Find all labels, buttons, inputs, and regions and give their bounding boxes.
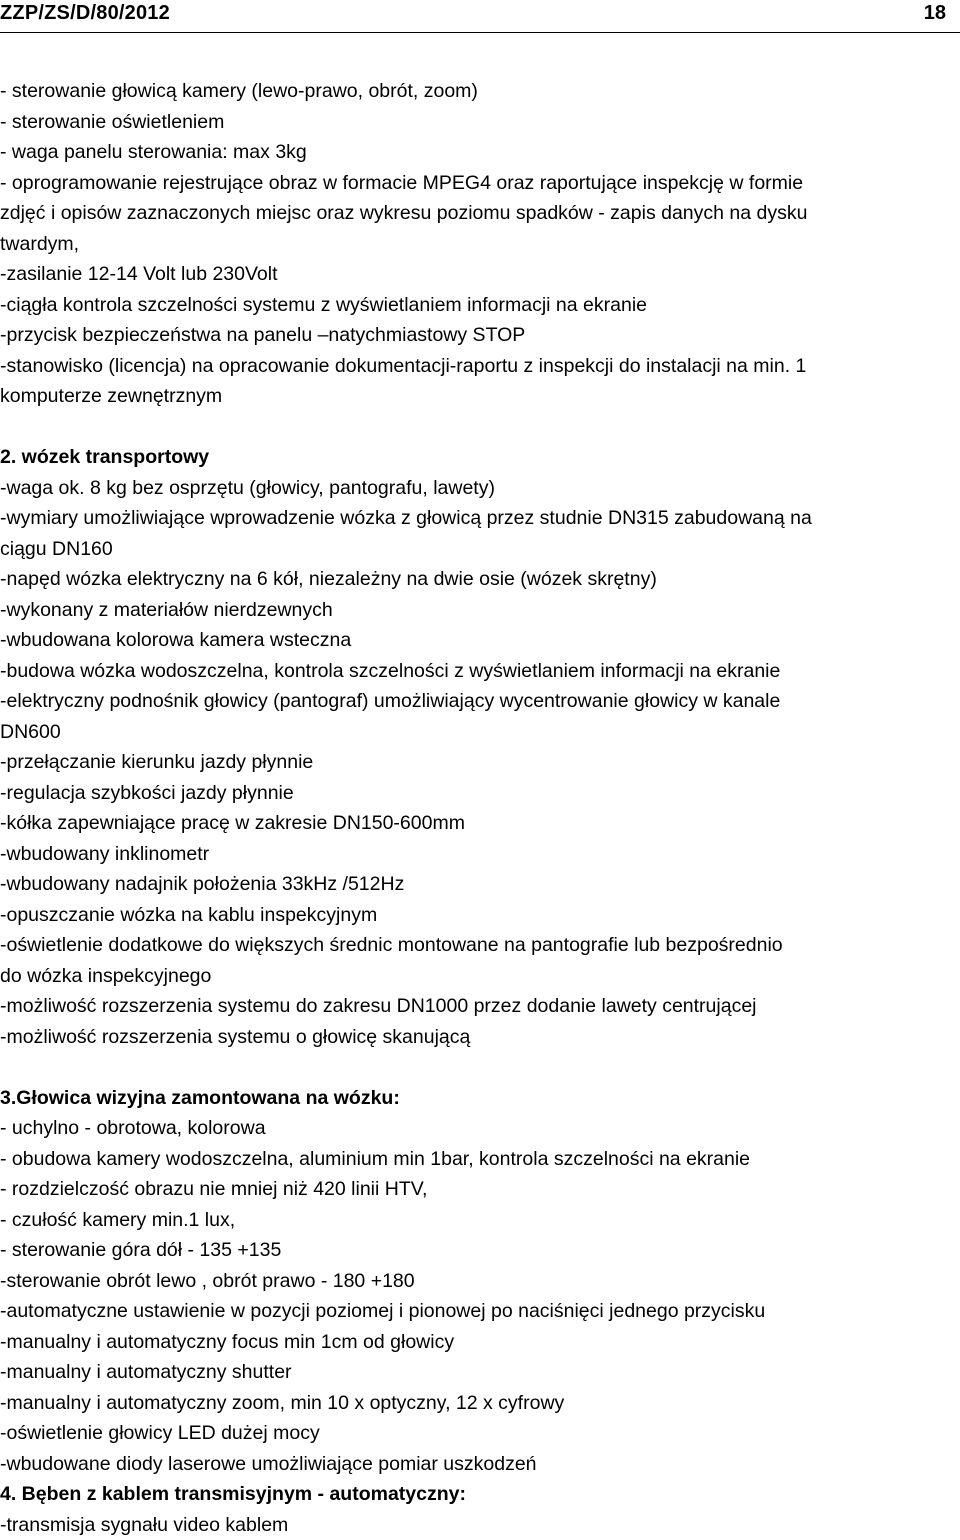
- section-4: [0, 1479, 958, 1540]
- list-item: - czułość kamery min.1 lux,: [0, 1208, 236, 1231]
- document-body: [0, 76, 958, 1540]
- list-item: do wózka inspekcyjnego: [0, 964, 212, 987]
- list-item: -oświetlenie głowicy LED dużej mocy: [0, 1422, 320, 1444]
- section-heading: 2. wózek transportowy: [0, 446, 210, 468]
- list-item: -zasilanie 12-14 Volt lub 230Volt: [0, 263, 278, 285]
- list-item: -budowa wózka wodoszczelna, kontrola szczelności z wyświetlaniem informacji na ekranie: [0, 659, 781, 682]
- list-item: -wbudowany inklinometr: [0, 842, 210, 865]
- header-divider: [0, 32, 960, 33]
- list-item: -opuszczanie wózka na kablu inspekcyjnym: [0, 903, 378, 926]
- list-item: DN600: [0, 720, 61, 743]
- section-2: [0, 442, 958, 1052]
- list-item: -manualny i automatyczny shutter: [0, 1361, 292, 1383]
- page-header: [0, 0, 960, 30]
- list-item: -ciągła kontrola szczelności systemu z wyświetlaniem informacji na ekranie: [0, 293, 647, 316]
- list-item: -wymiary umożliwiające wprowadzenie wózka z głowicą przez studnie DN315 zabudowaną na: [0, 507, 812, 529]
- section-heading: 3.Głowica wizyjna zamontowana na wózku:: [0, 1086, 400, 1109]
- list-item: - rozdzielczość obrazu nie mniej niż 420 linii HTV,: [0, 1178, 428, 1200]
- spacer: [0, 1052, 958, 1083]
- list-item: - oprogramowanie rejestrujące obraz w formacie MPEG4 oraz raportujące inspekcję w formie: [0, 171, 804, 194]
- list-item: -elektryczny podnośnik głowicy (pantograf) umożliwiający wycentrowanie głowicy w kanale: [0, 690, 781, 712]
- list-item: -oświetlenie dodatkowe do większych średnic montowane na pantografie lub bezpośrednio: [0, 934, 783, 956]
- list-item: - obudowa kamery wodoszczelna, aluminium min 1bar, kontrola szczelności na ekranie: [0, 1147, 751, 1170]
- section-1-list: [0, 76, 958, 412]
- spacer: [0, 412, 958, 443]
- list-item: -kółka zapewniające pracę w zakresie DN150-600mm: [0, 812, 465, 834]
- page-number: 18: [923, 2, 946, 24]
- list-item: -wykonany z materiałów nierdzewnych: [0, 598, 333, 621]
- list-item: -transmisja sygnału video kablem: [0, 1513, 289, 1536]
- list-item: -przełączanie kierunku jazdy płynnie: [0, 751, 314, 773]
- list-item: ciągu DN160: [0, 537, 113, 560]
- list-item: -wbudowane diody laserowe umożliwiające pomiar uszkodzeń: [0, 1452, 537, 1475]
- list-item: -automatyczne ustawienie w pozycji poziomej i pionowej po naciśnięci jednego przycisku: [0, 1300, 766, 1322]
- section-heading: 4. Bęben z kablem transmisyjnym - automatyczny:: [0, 1483, 466, 1505]
- list-item: -waga ok. 8 kg bez osprzętu (głowicy, pantografu, lawety): [0, 476, 495, 499]
- list-item: komputerze zewnętrznym: [0, 385, 223, 407]
- list-item: -przycisk bezpieczeństwa na panelu –natychmiastowy STOP: [0, 324, 526, 346]
- list-item: - uchylno - obrotowa, kolorowa: [0, 1117, 266, 1139]
- list-item: -sterowanie obrót lewo , obrót prawo - 180 +180: [0, 1269, 415, 1292]
- list-item: -stanowisko (licencja) na opracowanie dokumentacji-raportu z inspekcji do instalacji na min. 1: [0, 354, 807, 377]
- list-item: - sterowanie góra dół - 135 +135: [0, 1239, 282, 1261]
- list-item: -możliwość rozszerzenia systemu o głowicę skanującą: [0, 1025, 471, 1048]
- list-item: -napęd wózka elektryczny na 6 kół, niezależny na dwie osie (wózek skrętny): [0, 568, 657, 590]
- list-item: - waga panelu sterowania: max 3kg: [0, 141, 307, 163]
- list-item: -wbudowany nadajnik położenia 33kHz /512Hz: [0, 873, 405, 895]
- list-item: -manualny i automatyczny zoom, min 10 x optyczny, 12 x cyfrowy: [0, 1391, 565, 1414]
- list-item: - sterowanie oświetleniem: [0, 110, 225, 133]
- list-item: -wbudowana kolorowa kamera wsteczna: [0, 629, 352, 651]
- list-item: -regulacja szybkości jazdy płynnie: [0, 781, 294, 804]
- document-id: ZZP/ZS/D/80/2012: [0, 2, 170, 24]
- section-3: [0, 1083, 958, 1480]
- list-item: -manualny i automatyczny focus min 1cm od głowicy: [0, 1330, 455, 1353]
- list-item: -możliwość rozszerzenia systemu do zakresu DN1000 przez dodanie lawety centrującej: [0, 995, 757, 1017]
- list-item: twardym,: [0, 232, 80, 255]
- list-item: zdjęć i opisów zaznaczonych miejsc oraz wykresu poziomu spadków - zapis danych na dysku: [0, 202, 808, 224]
- list-item: - sterowanie głowicą kamery (lewo-prawo, obrót, zoom): [0, 80, 478, 102]
